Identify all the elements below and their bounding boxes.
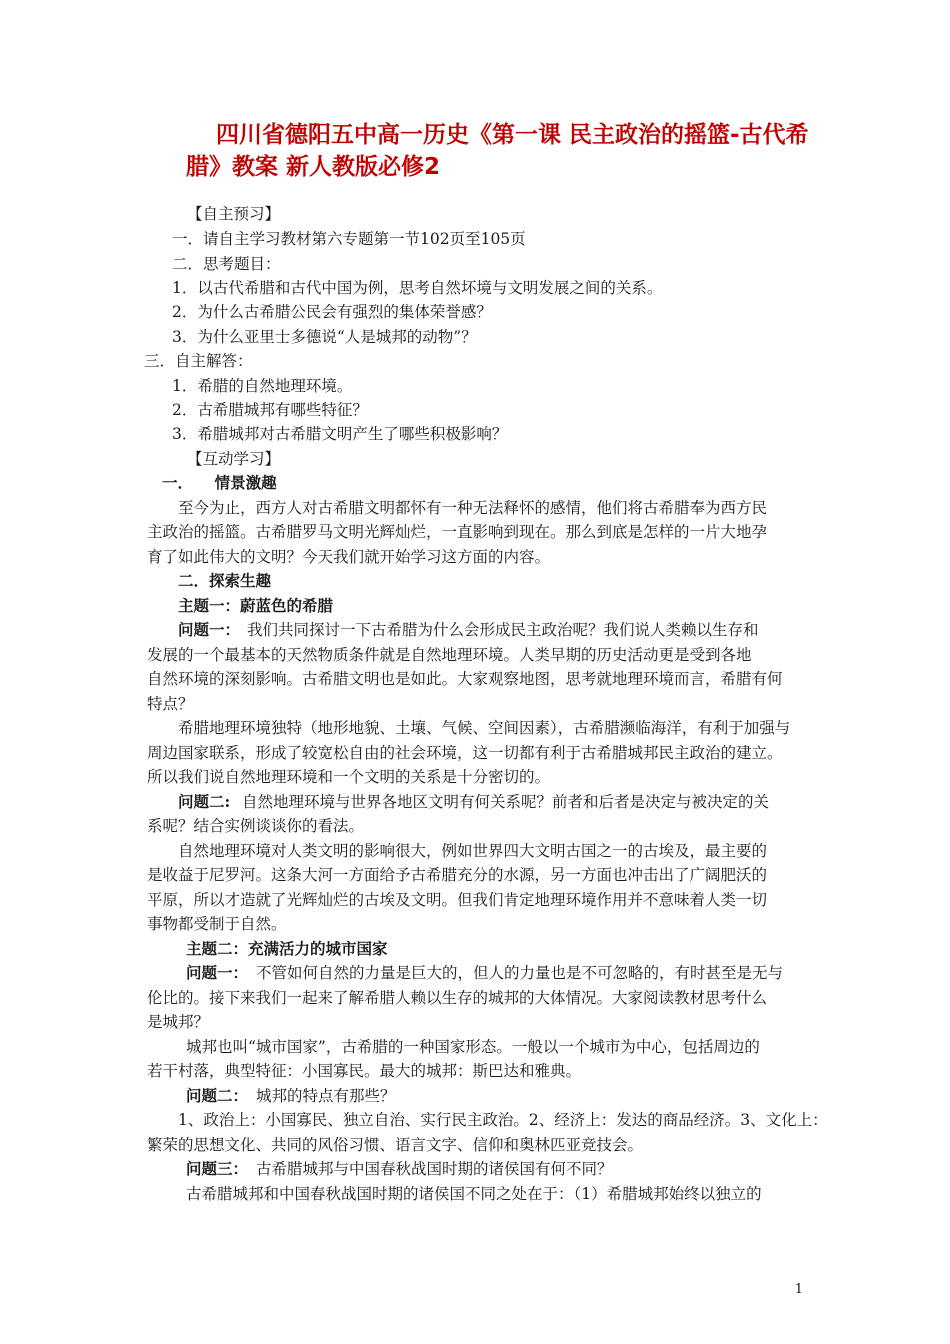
document-title-line1: 四川省德阳五中高一历史《第一课 民主政治的摇篮-古代希 bbox=[216, 122, 809, 148]
paragraph-line: 事物都受制于自然。 bbox=[147, 915, 287, 933]
paragraph-line: 主政治的摇篮。古希腊罗马文明光辉灿烂，一直影响到现在。那么到底是怎样的一片大地孕 bbox=[147, 523, 768, 541]
paragraph-line: 特点？ bbox=[147, 695, 194, 713]
paragraph-line: 发展的一个最基本的天然物质条件就是自然地理环境。人类早期的历史活动更是受到各地 bbox=[147, 646, 752, 664]
text-line: 1．以古代希腊和古代中国为例，思考自然坏境与文明发展之间的关系。 bbox=[172, 279, 663, 297]
question-label: 问题三： bbox=[186, 1159, 249, 1178]
topic-heading: 主题二：充满活力的城市国家 bbox=[186, 939, 388, 958]
paragraph-line: 希腊地理环境独特（地形地貌、土壤、气候、空间因素），古希腊濒临海洋，有利于加强与 bbox=[178, 719, 791, 737]
question-label: 问题一： bbox=[178, 620, 241, 639]
paragraph-line: 所以我们说自然地理环境和一个文明的关系是十分密切的。 bbox=[147, 768, 551, 786]
paragraph-line: 系呢？结合实例谈谈你的看法。 bbox=[147, 817, 365, 835]
paragraph-line: 自然地理环境与世界各地区文明有何关系呢？前者和后者是决定与被决定的关 bbox=[242, 793, 770, 811]
paragraph-line: 自然地理环境对人类文明的影响很大，例如世界四大文明古国之一的古埃及，最主要的 bbox=[178, 842, 768, 860]
text-line: 2．为什么古希腊公民会有强烈的集体荣誉感？ bbox=[172, 303, 492, 321]
paragraph-line: 伦比的。接下来我们一起来了解希腊人赖以生存的城邦的大体情况。大家阅读教材思考什么 bbox=[147, 989, 768, 1007]
paragraph-line: 若干村落，典型特征：小国寡民。最大的城邦：斯巴达和雅典。 bbox=[147, 1062, 582, 1080]
paragraph-line: 我们共同探讨一下古希腊为什么会形成民主政治呢？我们说人类赖以生存和 bbox=[247, 621, 759, 639]
paragraph-line: 平原，所以才造就了光辉灿烂的古埃及文明。但我们肯定地理环境作用并不意味着人类一切 bbox=[147, 891, 768, 909]
paragraph-line: 不管如何自然的力量是巨大的，但人的力量也是不可忽略的，有时甚至是无与 bbox=[256, 964, 784, 982]
paragraph-line: 育了如此伟大的文明？今天我们就开始学习这方面的内容。 bbox=[147, 548, 551, 566]
paragraph-line: 古希腊城邦和中国春秋战国时期的诸侯国不同之处在于：（1）希腊城邦始终以独立的 bbox=[186, 1185, 762, 1203]
topic-heading: 主题一：蔚蓝色的希腊 bbox=[178, 596, 334, 615]
paragraph-line: 至今为止，西方人对古希腊文明都怀有一种无法释怀的感情，他们将古希腊奉为西方民 bbox=[178, 499, 768, 517]
section-heading-interactive: 【互动学习】 bbox=[187, 450, 281, 468]
paragraph-line: 城邦的特点有那些？ bbox=[256, 1087, 396, 1105]
question-label: 问题二: bbox=[178, 792, 231, 811]
text-line: 三．自主解答： bbox=[144, 352, 253, 370]
paragraph-line: 是收益于尼罗河。这条大河一方面给予古希腊充分的水源，另一方面也冲击出了广阔肥沃的 bbox=[147, 866, 768, 884]
text-line: 2．古希腊城邦有哪些特征？ bbox=[172, 401, 368, 419]
paragraph-line: 繁荣的思想文化、共同的风俗习惯、语言文字、信仰和奥林匹亚竞技会。 bbox=[147, 1136, 644, 1154]
paragraph-line: 1、政治上：小国寡民、独立自治、实行民主政治。2、经济上：发达的商品经济。3、文化上： bbox=[178, 1111, 828, 1129]
paragraph-line: 城邦也叫“城市国家”，古希腊的一种国家形态。一般以一个城市为中心，包括周边的 bbox=[186, 1038, 760, 1056]
paragraph-line: 自然环境的深刻影响。古希腊文明也是如此。大家观察地图，思考就地理环境而言，希腊有何 bbox=[147, 670, 783, 688]
text-line: 3．为什么亚里士多德说“人是城邦的动物”？ bbox=[172, 328, 477, 346]
page-number: 1 bbox=[794, 1282, 803, 1297]
subheading: 一． 情景激趣 bbox=[162, 473, 277, 492]
paragraph-line: 周边国家联系，形成了较宽松自由的社会环境，这一切都有利于古希腊城邦民主政治的建立。 bbox=[147, 744, 783, 762]
question-label: 问题一： bbox=[186, 963, 249, 982]
paragraph-line: 是城邦？ bbox=[147, 1013, 210, 1031]
section-heading-preview: 【自主预习】 bbox=[187, 205, 281, 223]
text-line: 3．希腊城邦对古希腊文明产生了哪些积极影响？ bbox=[172, 425, 508, 443]
text-line: 1．希腊的自然地理环境。 bbox=[172, 377, 353, 395]
document-title-line2: 腊》教案 新人教版必修2 bbox=[186, 154, 441, 180]
paragraph-line: 古希腊城邦与中国春秋战国时期的诸侯国有何不同？ bbox=[256, 1160, 613, 1178]
text-line: 一．请自主学习教材第六专题第一节102页至105页 bbox=[172, 230, 526, 248]
subheading: 二．探索生趣 bbox=[178, 571, 272, 590]
text-line: 二．思考题目： bbox=[172, 255, 281, 273]
question-label: 问题二： bbox=[186, 1086, 249, 1105]
